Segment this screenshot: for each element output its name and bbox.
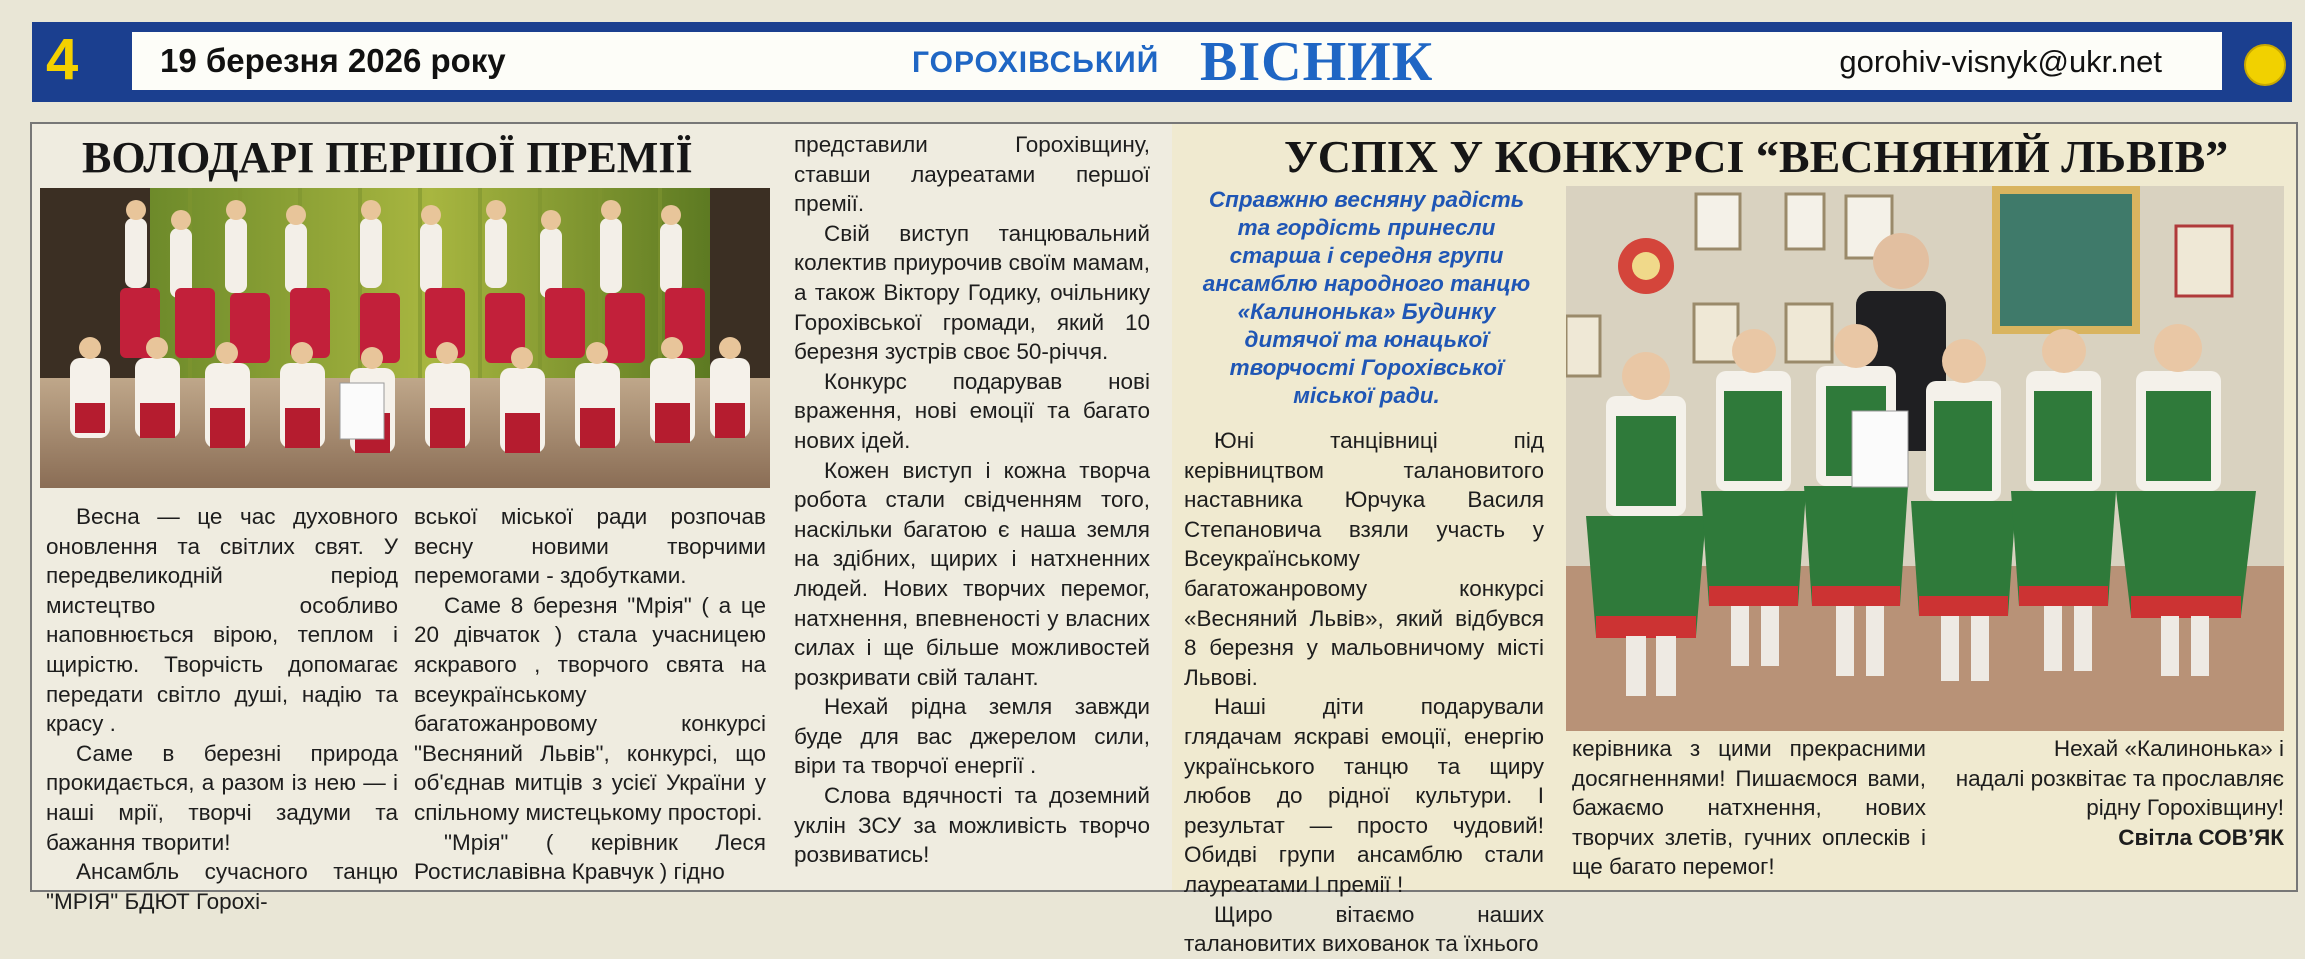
paragraph: Конкурс подарував нові враження, нові емоції та багато нових ідей. [794, 368, 1150, 453]
paragraph: Нехай «Калинонька» і надалі розквітає та прославляє рідну Горохівщину! [1955, 736, 2284, 821]
paragraph: керівника з цими прекрасними досягненнями! Пишаємося вами, бажаємо натхнення, нових творчих злетів, гучних оплесків і ще багато перемог! [1572, 736, 1926, 880]
brand-name-small: ГОРОХІВСЬКИЙ [912, 46, 1160, 79]
issue-date: 19 березня 2026 року [160, 42, 506, 79]
article-lead: Справжню весняну радість та гордість принесли старша і середня групи ансамблю народного танцю «Калинонька» Будинку дитячої та юнацької творчості Горохівської міської ради. [1202, 187, 1531, 408]
paragraph: Свій виступ танцювальний колектив приурочив своїм мамам, а також Віктору Годику, очільнику Горохівської громади, який 10 березня зустрів своє 50-річчя. [794, 220, 1150, 365]
article1-column-3 [794, 130, 1150, 870]
masthead-bar [32, 22, 2292, 102]
kalynonka-ensemble-photo [1566, 186, 2284, 731]
kalynonka-ensemble-photo-image [1566, 186, 2284, 731]
page-content-frame [30, 122, 2298, 957]
paragraph: Кожен виступ і кожна творча робота стали свідченням того, наскільки багатою є наша земля на здібних, щирих і натхненних людей. Нових творчих перемог, натхнення, впевненості у власних силах і ще більше можливостей розкривати свій талант. [794, 457, 1150, 690]
article-vesnianyi-lviv [1172, 124, 2296, 957]
paragraph: "Мрія" ( керівник Леся Ростиславівна Кравчук ) гідно [414, 829, 766, 885]
paragraph: Саме в березні природа прокидається, а разом із нею — і наші мрії, творчі задуми та бажання творити! [46, 740, 398, 855]
paragraph: Юні танцівниці під керівництвом талановитого наставника Юрчука Василя Степановича взяли участь у Всеукраїнському багатожанровому конкурсі «Весняний Львів», який відбувся 8 березня у мальовничому місті Львові. [1184, 428, 1544, 690]
contact-email[interactable]: gorohiv-visnyk@ukr.net [1839, 44, 2162, 79]
paragraph: Нехай рідна земля завжди буде для вас джерелом сили, віри та творчої енергії . [794, 694, 1150, 779]
masthead-inner [132, 31, 2222, 93]
paragraph: вської міської ради розпочав весну новими творчими перемогами - здобутками. [414, 504, 766, 589]
sun-icon [2244, 44, 2286, 86]
page-number: 4 [46, 27, 79, 92]
article2-column-3 [1954, 734, 2284, 852]
article2-column-2 [1572, 734, 1926, 882]
paragraph: Ансамбль сучасного танцю "МРІЯ" БДЮТ Горохі- [46, 859, 398, 914]
article-title: ВОЛОДАРІ ПЕРШОЇ ПРЕМІЇ [82, 133, 693, 182]
article2-column-1 [1184, 426, 1544, 959]
brand-name-large: ВІСНИК [1200, 31, 1434, 93]
paragraph: Щиро вітаємо наших талановитих вихованок та їхнього [1184, 901, 1544, 957]
paragraph: Наші діти подарували глядачам яскраві емоції, енергію українського танцю та щиру любов до рідної культури. І результат — просто чудовий! Обидві групи ансамблю стали лауреатами І премії ! [1184, 694, 1544, 897]
article-title: УСПІХ У КОНКУРСІ “ВЕСНЯНИЙ ЛЬВІВ” [1284, 131, 2229, 182]
dance-group-photo [40, 188, 770, 488]
paragraph: Слова вдячності та доземний уклін ЗСУ за можливість творчо розвиватись! [794, 783, 1150, 868]
article-first-prize [32, 124, 1172, 914]
paragraph: представили Горохівщину, ставши лауреатами першої премії. [794, 132, 1150, 217]
dance-group-photo-image [40, 188, 770, 488]
article1-column-1 [46, 502, 398, 916]
paragraph: Саме 8 березня "Мрія" ( а це 20 дівчаток ) стала учасницею яскравого , творчого свята на всеукраїнському багатожанровому конкурсі "Весняний Львів", конкурсі, що об'єднав митців з усієї України у спільному мистецькому просторі. [414, 592, 766, 825]
article1-column-2 [414, 502, 766, 887]
author-signature: Світла СОВ’ЯК [2118, 824, 2284, 850]
paragraph: Весна — це час духовного оновлення та світлих свят. У передвеликодній період мистецтво особливо наповнюється вірою, теплом і щирістю. Творчість допомагає передати світло душі, надію та красу . [46, 504, 398, 737]
